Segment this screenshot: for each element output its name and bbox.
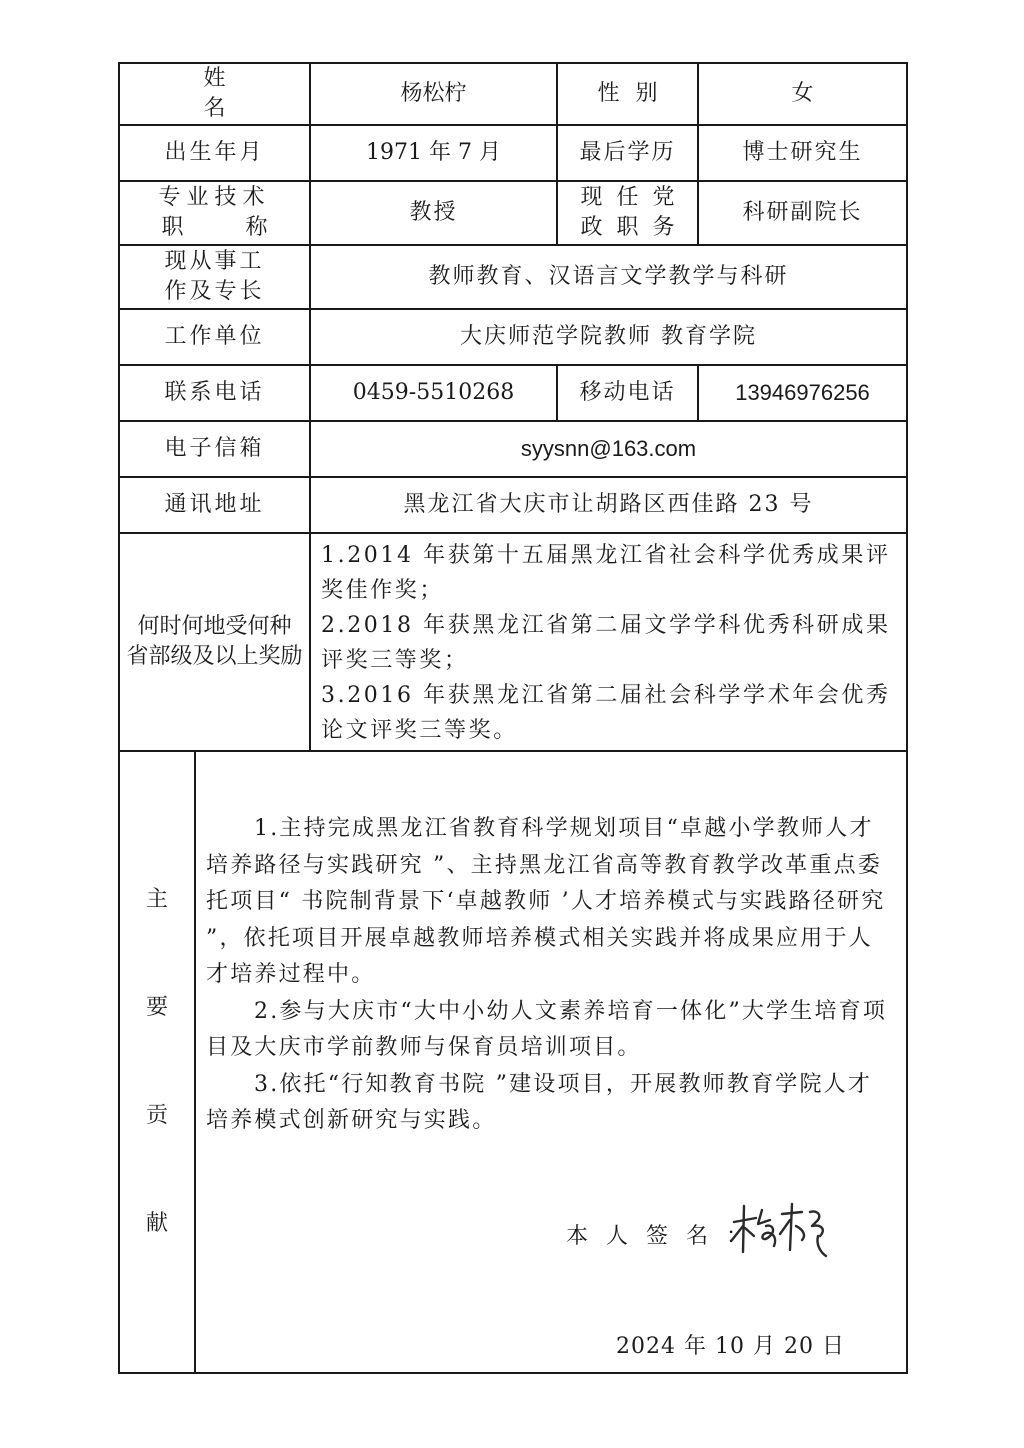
unit-label: 工作单位 <box>119 309 310 365</box>
award-item: 2.2018 年获黑龙江省第二届文学学科优秀科研成果评奖三等奖； <box>321 613 891 673</box>
birth-value: 1971 年 7 月 <box>310 125 557 181</box>
work-label-line1: 现从事工 <box>164 249 265 274</box>
title-label-char2: 称 <box>245 215 268 240</box>
position-value: 科研副院长 <box>698 181 907 245</box>
title-value: 教授 <box>310 181 557 245</box>
work-value: 教师教育、汉语言文学教学与科研 <box>310 245 907 309</box>
contributions-label-char: 贡 <box>145 1103 168 1128</box>
email-value: syysnn@163.com <box>310 421 907 477</box>
contribution-item: 2.参与大庆市“大中小幼人文素养培育一体化”大学生培育项目及大庆市学前教师与保育员培训项目。 <box>206 998 888 1060</box>
work-label-line2: 作及专长 <box>164 279 265 304</box>
contributions-label-char: 主 <box>145 887 168 912</box>
award-item: 3.2016 年获黑龙江省第二届社会科学学术年会优秀论文评奖三等奖。 <box>321 683 891 743</box>
row-phone <box>119 365 907 421</box>
email-label: 电子信箱 <box>119 421 310 477</box>
contributions-content <box>195 751 907 1373</box>
row-awards <box>119 533 907 751</box>
awards-label-line2: 省部级及以上奖励 <box>126 644 303 669</box>
name-value: 杨松柠 <box>310 63 557 125</box>
contributions-label-char: 献 <box>145 1211 168 1236</box>
name-label: 姓 名 <box>119 63 310 125</box>
address-label: 通讯地址 <box>119 477 310 533</box>
gender-value: 女 <box>698 63 907 125</box>
row-unit <box>119 309 907 365</box>
mobile-label: 移动电话 <box>557 365 698 421</box>
row-address <box>119 477 907 533</box>
title-label-line2 <box>120 213 309 243</box>
title-label <box>119 181 310 245</box>
position-label-line2: 政职务 <box>580 215 689 240</box>
position-label-line1: 现任党 <box>580 185 689 210</box>
award-item: 1.2014 年获第十五届黑龙江省社会科学优秀成果评奖佳作奖； <box>321 543 891 603</box>
contributions-label <box>119 751 195 1373</box>
row-title-position <box>119 181 907 245</box>
awards-list <box>310 533 907 751</box>
position-label <box>557 181 698 245</box>
contribution-item: 1.主持完成黑龙江省教育科学规划项目“卓越小学教师人才培养路径与实践研究 ”、主持黑龙江省高等教育教学改革重点委托项目“ 书院制背景下‘卓越教师 ’人才培养模式与实践路径研究 ”，依托项目开展卓越教师培养模式相关实践并将成果应用于人才培养过程中。 <box>206 816 886 987</box>
birth-label: 出生年月 <box>119 125 310 181</box>
work-label <box>119 245 310 309</box>
unit-value: 大庆师范学院教师 教育学院 <box>310 309 907 365</box>
title-label-line1: 专业技术 <box>158 185 271 210</box>
title-label-char1: 职 <box>161 215 184 240</box>
handwritten-signature <box>726 1200 836 1260</box>
awards-label <box>119 533 310 751</box>
phone-label: 联系电话 <box>119 365 310 421</box>
mobile-value: 13946976256 <box>698 365 907 421</box>
contribution-item: 3.依托“行知教育书院 ”建设项目，开展教师教育学院人才培养模式创新研究与实践。 <box>206 1071 873 1133</box>
address-value: 黑龙江省大庆市让胡路区西佳路 23 号 <box>310 477 907 533</box>
education-label: 最后学历 <box>557 125 698 181</box>
contributions-body <box>206 811 896 1140</box>
contributions-label-char: 要 <box>145 995 168 1020</box>
row-email <box>119 421 907 477</box>
row-name-gender <box>119 63 907 125</box>
row-work <box>119 245 907 309</box>
phone-value: 0459-5510268 <box>310 365 557 421</box>
application-form-table <box>118 62 908 1374</box>
row-birth-education <box>119 125 907 181</box>
education-value: 博士研究生 <box>698 125 907 181</box>
row-contributions <box>119 751 907 1373</box>
signature-label: 本人签名： <box>566 1224 767 1249</box>
awards-label-line1: 何时何地受何种 <box>137 614 292 639</box>
gender-label: 性别 <box>557 63 698 125</box>
signature-date: 2024 年 10 月 20 日 <box>616 1334 845 1359</box>
